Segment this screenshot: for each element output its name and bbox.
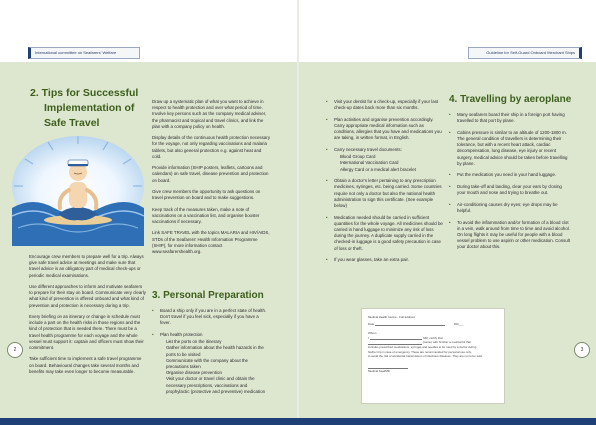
bullet-item: • Medication needed should be carried in sufficient quantities for the whole voyage. All medicines should be carried in hand luggage to minimize any risk of loss during the journey. A duplicate supply carried in the checked-in luggage is a good safety precaution in case of loss or theft. bbox=[326, 215, 444, 252]
bullet-item: • Many seafarers board their ship in a foreign port having travelled to that port by plane. bbox=[449, 112, 571, 124]
form-line-2-right: (name) with him/her a medical kit that bbox=[422, 340, 471, 345]
documents-sublist bbox=[334, 154, 444, 173]
paragraph: Every briefing on an itinerary or change in schedule must include a part on the health risks in those regions and the kind of protection that is needed there. There must be a travel health programme for each voyage and the whole vessel must support it: captain and officers must show their commitment. bbox=[29, 314, 144, 351]
section-2-title bbox=[30, 86, 140, 131]
form-signature-label: Medical Seal/MD bbox=[368, 369, 390, 374]
form-header: Medical Health Centre - Full address bbox=[368, 315, 415, 319]
section-4-column bbox=[449, 112, 571, 256]
form-line-5: to avoid the risk of accidental transmission of infectious diseases. They are not to be sold. bbox=[368, 354, 483, 359]
sub-item: – Allergy Card or a medical alert bracelet bbox=[334, 167, 444, 173]
form-line-1-right: MD, certify that bbox=[423, 335, 443, 340]
sub-item: – Gather information about the health hazards in the ports to be visited bbox=[160, 345, 270, 357]
form-blank bbox=[375, 322, 445, 326]
bullet-item bbox=[152, 332, 270, 395]
paragraph: Take sufficient time to implement a safe travel programme on board. Behavioural changes take several months and benefits may take even longer to become measurable. bbox=[29, 356, 142, 374]
paragraph: Link SAFE TRAVEL with the topics MALARIA and HIV/AIDS, STDs of the Seafarers' Health Information Programme (SHIP), for more information contact www.seafarershealth.org. bbox=[152, 230, 270, 254]
running-head-right: Guideline for Self-Guard Onboard Merchant Ships bbox=[468, 47, 582, 59]
section-3-column bbox=[152, 308, 270, 400]
paragraph: Display details of the continuous health protection necessary for the voyage, not only regarding vaccinations and malaria tablets, but also general protection e.g. against heat and cold. bbox=[152, 135, 270, 159]
bottom-strip bbox=[0, 418, 596, 425]
sub-item: – Communicate with the company about the precautions taken bbox=[160, 358, 270, 370]
sub-item: – List the ports on the itinerary bbox=[160, 339, 270, 345]
paragraph: Give crew members the opportunity to ask questions on travel prevention on board and to make suggestions. bbox=[152, 189, 261, 201]
page-number-left: 2 bbox=[7, 342, 23, 358]
form-line-4: his/her trip in case of emergency. These are recommended for personal use only, bbox=[368, 349, 472, 354]
meditating-sailor-illustration bbox=[8, 134, 148, 246]
plan-sublist bbox=[160, 339, 270, 395]
form-date-label: Date bbox=[368, 321, 375, 326]
sub-item: – Visit your doctor or travel clinic and obtain the necessary prescriptions, vaccinations and prophylactic (protective and preventive) medication bbox=[160, 376, 270, 395]
paragraph: Draw up a systematic plan of what you want to achieve in respect to health protection and over what period of time. Involve key persons such as the company medical adviser, the pharmacist and tropical and travel clinics, and link the plan with a company policy on health. bbox=[152, 99, 267, 129]
bullet-item: • Put the medication you need in your hand luggage. bbox=[449, 172, 571, 178]
section-2-column-1 bbox=[29, 254, 147, 380]
sub-item: – Organise disease prevention bbox=[160, 370, 270, 376]
bullet-text: Plan health protection bbox=[160, 332, 203, 337]
bullet-item: • Cabins pressure is similar to an altitude of 1200-1800 m. The general condition of travellers is determining their tolerance, but with a recent heart attack, cardiac decompensation, lung disease, eye injury or recent surgery, medical advice should be taken before travelling by plane. bbox=[449, 130, 571, 167]
doctor-letter-example bbox=[362, 309, 504, 403]
section-3-column-continued bbox=[326, 99, 444, 269]
form-line-1-left: I, bbox=[368, 335, 370, 340]
bullet-item: • If you wear glasses, take an extra pair. bbox=[326, 257, 444, 263]
page-number-right: 3 bbox=[574, 342, 590, 358]
section-2-title-line3: Safe Travel bbox=[44, 117, 100, 129]
preparation-bullets bbox=[326, 99, 444, 263]
section-2-column-2 bbox=[152, 99, 270, 260]
sub-item: – International Vaccination Card bbox=[334, 160, 444, 166]
bullet-item: • To avoid the inflammation and/or formation of a blood clot in a vein, walk around from time to time and avoid alcohol. On long flights it may be useful for people with a blood vessel problem to use aspirin or other medication. Consult your doctor about this. bbox=[449, 220, 571, 251]
form-date-suffix: 200___ bbox=[453, 321, 464, 326]
spread-gutter bbox=[297, 0, 299, 425]
bullet-text: Carry necessary travel documents: bbox=[334, 147, 402, 152]
section-4-title: 4. Travelling by aeroplane bbox=[449, 94, 572, 105]
paragraph: Provide information (SHIP posters, leaflets, cartoons and calendars) on safe travel, disease prevention and protection on board. bbox=[152, 165, 269, 183]
bullet-item: • Board a ship only if you are in a perfect state of health. Don't travel if you feel sick, especially if you have a fever. bbox=[152, 308, 270, 327]
paragraph: Use different approaches to inform and motivate seafarers to prepare for their stay on board. Communicate very clearly what kind of prevention is offered onboard and what kind of prevention and protection is necessary during a trip. bbox=[29, 284, 146, 308]
bullet-item: • Obtain a doctor's letter pertaining to any prescription medicines, syringes, etc. being carried. Some countries require not only a doctor but also the national health administration to sign this certificate. (See example below) bbox=[326, 178, 444, 209]
section-3-title: 3. Personal Preparation bbox=[152, 290, 264, 301]
form-date-row bbox=[368, 322, 498, 327]
sub-item: – Blood Group Card bbox=[334, 154, 444, 160]
section-4-bullets bbox=[449, 112, 571, 251]
paragraph: Encourage crew members to prepare well for a trip. Always give safe travel advice at meetings and make sure that travel advice is an obligatory part of medical check-ups or periodic medical examinations. bbox=[29, 254, 144, 278]
bullet-item: • Visit your dentist for a check-up, especially if your last check-up dates back more than six months. bbox=[326, 99, 444, 111]
form-line-3: includes prescribed medications, syringes and needles to be used by a doctor during bbox=[368, 344, 477, 349]
bullet-item bbox=[326, 147, 444, 173]
bullet-item: • Air-conditioning causes dry eyes; eye drops may be helpful. bbox=[449, 202, 571, 214]
bullet-item: • Plan activities and organise prevention accordingly. Carry appropriate medical information such as conditions, allergies that you have and medications you are taking, in written format, in English. bbox=[326, 117, 444, 142]
section-3-bullets bbox=[152, 308, 270, 395]
section-2-title-line1: 2. Tips for Successful bbox=[30, 87, 139, 99]
running-head-left: International committee on Seafarers' Welfare bbox=[28, 47, 140, 59]
paragraph: Keep track of the measures taken, make a note of vaccinations on a vaccination list, and organise booster vaccinations if necessary. bbox=[152, 206, 260, 224]
section-2-title-line2: Implementation of bbox=[44, 102, 135, 114]
form-salutation: Whom bbox=[368, 331, 377, 336]
bullet-item: • During take-off and landing, clear your ears by closing your mouth and nose and trying to breathe out. bbox=[449, 184, 571, 196]
